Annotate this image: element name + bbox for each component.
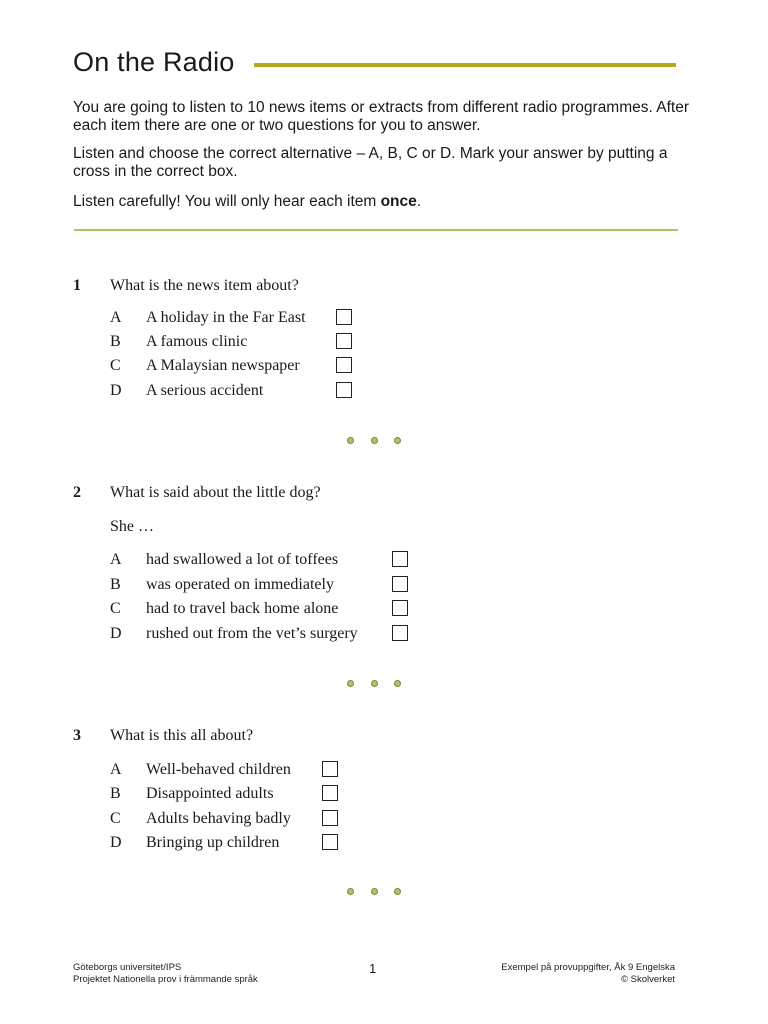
answer-checkbox-2c[interactable] [392,600,408,616]
instructions-paragraph-3 [73,193,693,211]
option-letter: B [110,576,121,593]
separator-dot [347,437,354,444]
answer-checkbox-3d[interactable] [322,834,338,850]
answer-checkbox-1b[interactable] [336,333,352,349]
page-title: On the Radio [73,47,235,77]
option-letter: A [110,761,122,778]
answer-checkbox-3a[interactable] [322,761,338,777]
option-letter: A [110,551,122,568]
answer-checkbox-1d[interactable] [336,382,352,398]
option-letter: B [110,333,121,350]
option-text: Disappointed adults [146,785,274,802]
instructions-p3-end: . [416,193,422,210]
footer-document: Exempel på provuppgifter, Åk 9 Engelska [501,962,675,973]
instructions [73,99,693,221]
question-number: 2 [73,484,81,501]
option-text: Bringing up children [146,834,280,851]
instructions-p3-text: Listen carefully! You will only hear each item [73,193,381,210]
separator-dots [347,680,407,688]
separator-dot [347,888,354,895]
page-number: 1 [369,961,377,976]
question-lead: She … [110,518,154,535]
separator-dot [394,680,401,687]
option-letter: C [110,810,121,827]
instructions-emphasis: once [380,193,417,210]
separator-dot [394,888,401,895]
answer-checkbox-3b[interactable] [322,785,338,801]
section-divider [74,229,678,231]
answer-checkbox-1c[interactable] [336,357,352,373]
answer-checkbox-2a[interactable] [392,551,408,567]
separator-dots [347,888,407,896]
option-letter: C [110,600,121,617]
option-text: Well-behaved children [146,761,291,778]
question-text: What is this all about? [110,727,254,744]
option-letter: D [110,625,122,642]
separator-dot [347,680,354,687]
question-text: What is said about the little dog? [110,484,321,501]
option-letter: B [110,785,121,802]
footer-institution: Göteborgs universitet/IPS [73,962,182,973]
option-text: had to travel back home alone [146,600,339,617]
instructions-paragraph-2: Listen and choose the correct alternative – A, B, C or D. Mark your answer by putting a cross in the correct box. [73,145,668,180]
option-text: Adults behaving badly [146,810,291,827]
answer-checkbox-2b[interactable] [392,576,408,592]
separator-dot [371,437,378,444]
title-rule [254,63,676,67]
footer-right [501,962,675,986]
separator-dot [371,888,378,895]
question-text: What is the news item about? [110,277,299,294]
instructions-paragraph-1: You are going to listen to 10 news items or extracts from different radio programmes. After each item there are one or two questions for you to answer. [73,99,689,134]
separator-dot [371,680,378,687]
answer-checkbox-2d[interactable] [392,625,408,641]
option-letter: D [110,382,122,399]
option-text: A holiday in the Far East [146,309,306,326]
footer-left [73,962,258,986]
option-text: A Malaysian newspaper [146,357,300,374]
separator-dots [347,437,407,445]
footer-copyright: © Skolverket [621,974,675,985]
separator-dot [394,437,401,444]
option-text: A famous clinic [146,333,248,350]
option-letter: C [110,357,121,374]
option-text: A serious accident [146,382,264,399]
option-text: had swallowed a lot of toffees [146,551,339,568]
question-3 [73,726,473,856]
option-text: was operated on immediately [146,576,334,593]
question-number: 1 [73,277,81,294]
answer-checkbox-1a[interactable] [336,309,352,325]
question-number: 3 [73,727,81,744]
answer-checkbox-3c[interactable] [322,810,338,826]
option-letter: D [110,834,122,851]
question-2 [73,483,473,648]
option-text: rushed out from the vet’s surgery [146,625,358,642]
question-1 [73,276,473,406]
option-letter: A [110,309,122,326]
footer-project: Projektet Nationella prov i främmande språk [73,974,258,985]
